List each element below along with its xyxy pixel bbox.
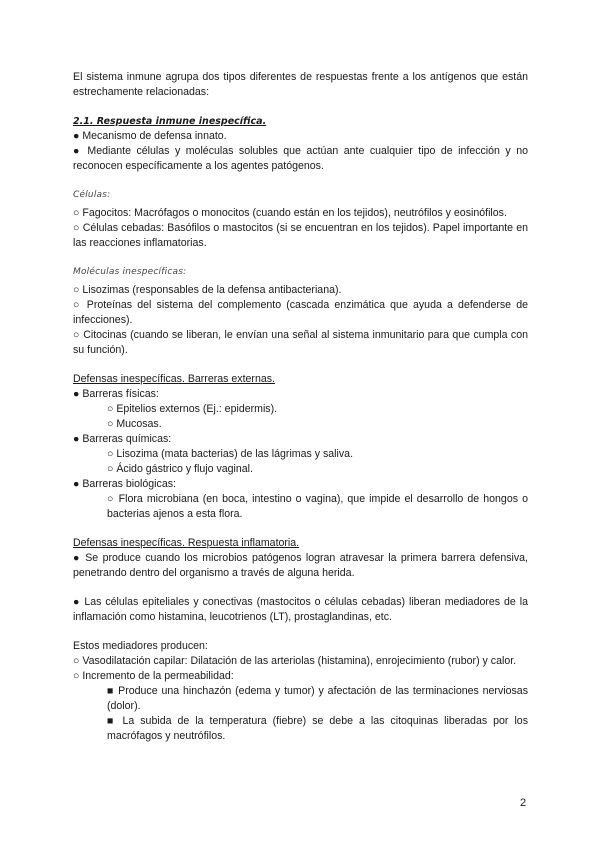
intro-paragraph: El sistema inmune agrupa dos tipos diferentes de respuestas frente a los antígenos que están estrechamente relacionadas: — [73, 71, 528, 98]
chemical-barriers: ● Barreras químicas: — [73, 433, 172, 445]
chemical-item-1: ○ Lisozima (mata bacterias) de las lágrimas y saliva. — [107, 448, 354, 460]
molecules-item-cytokines: ○ Citocinas (cuando se liberan, le envían una señal al sistema inmunitario para que cumpla con su función). — [73, 329, 528, 356]
biological-item-1: ○ Flora microbiana (en boca, intestino o vagina), que impide el desarrollo de hongos o bacterias ajenos a esta flora. — [107, 493, 528, 520]
molecules-item-complement: ○ Proteínas del sistema del complemento (cascada enzimática que ayuda a defenderse de infecciones). — [73, 299, 528, 326]
molecules-item-lysozymes: ○ Lisozimas (responsables de la defensa antibacteriana). — [73, 284, 342, 296]
mediators-label: Estos mediadores producen: — [73, 640, 208, 652]
vasodilation-item: ○ Vasodilatación capilar: Dilatación de las arteriolas (histamina), enrojecimiento (rubor) y calor. — [73, 655, 517, 667]
permeability-item: ○ Incremento de la permeabilidad: — [73, 670, 234, 682]
chemical-item-2: ○ Ácido gástrico y flujo vaginal. — [107, 463, 253, 475]
permeability-subitem-2: ■ La subida de la temperatura (fiebre) se debe a las citoquinas liberadas por los macrófagos y neutrófilos. — [107, 715, 528, 742]
cells-item-mast: ○ Células cebadas: Basófilos o mastocitos (si se encuentran en los tejidos). Papel importante en las reacciones inflamatorias. — [73, 222, 528, 249]
innate-item-1: ● Mecanismo de defensa innato. — [73, 130, 227, 142]
section-heading-2-1: 2.1. Respuesta inmune inespecífica. — [73, 116, 267, 127]
innate-item-2: ● Mediante células y moléculas solubles que actúan ante cualquier tipo de infección y no reconocen específicamente a los agentes patógenos. — [73, 145, 528, 172]
physical-barriers: ● Barreras físicas: — [73, 388, 159, 400]
cells-item-phagocytes: ○ Fagocitos: Macrófagos o monocitos (cuando están en los tejidos), neutrófilos y eosinófilos. — [73, 207, 507, 219]
barriers-heading: Defensas inespecíficas. Barreras externas. — [73, 373, 275, 385]
physical-item-1: ○ Epitelios externos (Ej.: epidermis). — [107, 403, 278, 415]
inflammation-p2: ● Las células epiteliales y conectivas (mastocitos o células cebadas) liberan mediadores de la inflamación como histamina, leucotrienos (LT), prostaglandinas, etc. — [73, 596, 528, 623]
page-number: 2 — [520, 797, 527, 809]
inflammation-heading: Defensas inespecíficas. Respuesta inflamatoria. — [73, 537, 300, 549]
inflammation-p1: ● Se produce cuando los microbios patógenos logran atravesar la primera barrera defensiva, penetrando dentro del organismo a través de alguna herida. — [73, 552, 528, 579]
permeability-subitem-1: ■ Produce una hinchazón (edema y tumor) y afectación de las terminaciones nerviosas (dolor). — [107, 685, 528, 712]
physical-item-2: ○ Mucosas. — [107, 418, 162, 430]
cells-label: Células: — [73, 190, 111, 200]
molecules-label: Moléculas inespecíficas: — [73, 267, 187, 277]
biological-barriers: ● Barreras biológicas: — [73, 478, 176, 490]
document-page — [73, 70, 528, 744]
